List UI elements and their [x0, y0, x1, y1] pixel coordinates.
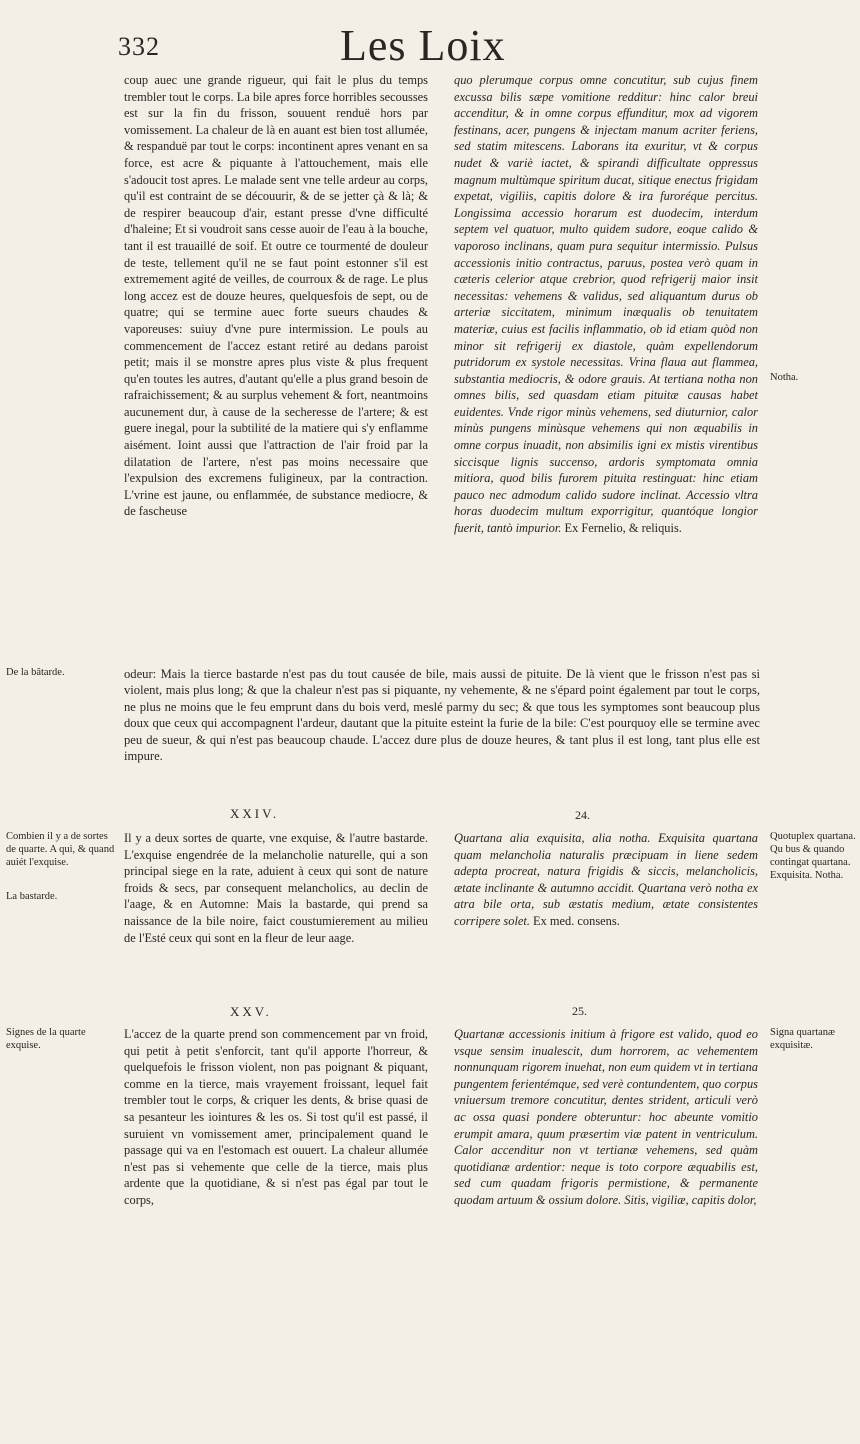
margin-note-signes: Signes de la quarte exquise. — [6, 1027, 86, 1051]
running-head: Les Loix — [340, 21, 506, 70]
page-header — [0, 14, 800, 74]
latin-column-xxv: Quartanæ accessionis initium à frigore est valido, quod eo vsque sensim inualescit, dum horrorem, ac vehementem nonnunquam rigorem inuehat, non eum quidem vt in tertiana pungentem ferientémque, sed verè contundentem, quo corpus vniuersum tremore concutitur, dentes strident, articuli verò ac ossa quasi pondere obteruntur: hoc abeunte vomitio erumpit amara, quum præsertim viæ patent in ventriculum. Calor accenditur non vt tertianæ vehemens, sed quàm quotidianæ ardentior: neque is toto corpore æquabilis est, sed cum quadam frigoris permistione, & permanente quodam artuum & ossium dolore. Sitis, vigiliæ, capitis dolor, — [454, 1027, 758, 1207]
margin-note-combien: Combien il y a de sortes de quarte. A qui, & quand auiét l'exquise. — [6, 831, 115, 868]
section-heading-xxiv: XXIV. — [230, 806, 280, 821]
french-column-xxiv: Il y a deux sortes de quarte, vne exquise, & l'autre bastarde. L'exquise engendrée de la melancholie naturelle, qui a son principal siege en la rate, aduient à ceux qui sont de nature froids & secs, par consequent melancholics, au declin de l'aage, & en Automne: Mais la bastarde, qui prend sa naissance de la bile noire, faict coustumierement au milieu de l'Esté ceux qui sont en la fleur de leur aage. — [124, 831, 428, 945]
latin-text-top: quo plerumque corpus omne concutitur, sub cujus finem excussa bilis sæpe vomitione redditur: hinc calor breui accenditur, & in omne corpus effunditur, mox ad vigorem festinans, acer, pungens & injectam manum acriter feriens, sed statim mitescens. Laborans ita exuritur, vt & corpus nudet & variè iactet, & spirandi difficultate oppressus magnum multùmque spiritum ducat, sitique enectus frigidam expetat, vigiliis, capitis dolore & ira furoréque percitus. Longissima accessio horarum est duodecim, interdum septem vel quatuor, multo quidem sudore, eoque calido & vaporoso inclinans, quam pura sequitur intermissio. Pulsus accessionis initio contractus, paruus, postea verò quam in cæteris celerior atque crebrior, quod refrigerij maior insit necessitas: vehemens & validus, sed aliquantum durus ob arteriæ siccitatem, minimum inæqualis ob tenuitatem materiæ, cuius est facilis inflammatio, ob id etiam quòd non minor sit refrigerij ex diastole, quàm expellendorum putridorum ex systole necessitas. Vrina flaua aut flammea, substantia mediocris, & odore grauis. At tertiana notha non omnes bilis, sed quasdam etiam pituitæ causas habet euidentes. Vnde rigor minùs vehemens, sed diuturnior, calor minùs pungens minùsque vehemens qui non æquabilis in omne corpus inuadit, non absimilis igni ex mistis virentibus siccisque lignis succenso, ardoris symptomata omnia mitiora, quod bilis furorem pituita restinguat: hinc etiam pauco nec admodum calido sudore inclinat. Accessio vltra horas duodecim multum exporrigitur, quantóque longior fuerit, tantò impurior. — [454, 73, 758, 536]
margin-note-signa: Signa quartanæ exquisitæ. — [770, 1027, 836, 1051]
latin-text-xxiv: Quartana alia exquisita, alia notha. Exquisita quartana quam melancholia naturalis præcipuam in liene sedem adepta procreat, natura frigidis & siccis, melancholicis, ætate inclinante & autumno accidit. Quartana verò notha ex atra bile orta, sub æstatis medium, ætate consistentes corripere solet. — [454, 831, 758, 928]
margin-note-bastarde: De la bâtarde. — [6, 667, 65, 678]
latin-column-top — [454, 72, 758, 537]
margin-note-la-bastarde: La bastarde. — [6, 891, 58, 902]
section-heading-xxv: XXV. — [230, 1004, 272, 1019]
latin-source-top: Ex Fernelio, & reliquis. — [564, 521, 682, 536]
margin-note-quotuplex: Quotuplex quartana. Qu bus & quando contingat quartana. Exquisita. Notha. — [770, 831, 856, 881]
full-width-paragraph: odeur: Mais la tierce bastarde n'est pas du tout causée de bile, mais aussi de pituite. De là vient que le frisson n'est pas si violent, mais plus long; & que la chaleur n'est pas si piquante, ny vehemente, & ne s'épard point également par tout le corps, ne plus ne moins que le feu emprunt dans du bois verd, meslé parmy du sec; & que tous les symptomes sont beaucoup plus doux que ceux qui accompagnent l'ardeur, dautant que la pituite esteint la furie de la bile: C'est pourquoy elle se termine avec peu de sueur, & qui n'est pas beaucoup chaude. L'accez dure plus de douze heures, & tant plus il est long, tant plus elle est impure. — [124, 667, 760, 764]
section-number-24: 24. — [575, 808, 590, 822]
latin-column-xxiv — [454, 830, 758, 930]
section-number-25: 25. — [572, 1004, 587, 1018]
french-column-top: coup auec une grande rigueur, qui fait le plus du temps trembler tout le corps. La bile apres force horribles secousses est sur la fin du frisson, souuent renduë hors par vomissement. La chaleur de là en auant est bien tost allumée, & respanduë par tout le corps: incontinent apres venant en sa force, est acre & piquante à l'attouchement, mais elle s'adoucit tost apres. Le malade sent vne telle ardeur au corps, qu'il est contraint de se découurir, & de se jetter çà & là; & de respirer beaucoup d'air, estant presse d'vne difficulté d'haleine; Et si voudroit sans cesse auoir de l'eau à la bouche, tant il est trauaillé de soif. Et outre ce tourmenté de douleur de teste, tellement qu'il ne se faut point estonner s'il est extremement agité de veilles, de courroux & de rage. Le plus long accez est de douze heures, quelquesfois de sept, ou de quatre; qui se termine auec forte sueurs chaudes & vaporeuses: suiuy d'vne pure intermission. Le pouls au commencement de l'accez estant retiré au dedans paroist petit; mais il se monstre apres plus viste & plus frequent qu'en toutes les autres, d'autant qu'elle a plus grand besoin de rafraichissement; & au surplus vehement & fort, neantmoins aucunement dur, à cause de la secheresse de l'artere; & est guere inegal, pour la subtilité de la matiere qui s'y enflamme aisément. Ioint aussi que l'attraction de l'air froid par la dilatation de l'artere, n'est pas moins necessaire que l'expulsion des excremens fuligineux, par la contraction. L'vrine est jaune, ou enflammée, de substance mediocre, & de fascheuse — [124, 73, 428, 519]
french-column-xxv: L'accez de la quarte prend son commencement par vn froid, qui petit à petit s'enforcit, tant qu'il apporte l'horreur, & quelquefois le frisson violent, non pas poignant & piquant, comme en la tierce, mais vrayement froissant, lequel fait trembler tout le corps, & criquer les dents, & brise quasi de sa pesanteur les iointures & les os. Si tost qu'il est passé, il suruient vn vomissement amer, principalement quand le passage qui va en l'estomach est ouuert. La chaleur allumée n'est pas si vehemente que celle de la tierce, mais plus ardente que la quotidiane, & si n'est pas égal par tout le corps, — [124, 1027, 428, 1207]
margin-note-notha: Notha. — [770, 372, 799, 383]
latin-source-xxiv: Ex med. consens. — [533, 913, 620, 928]
page-number: 332 — [118, 32, 160, 61]
